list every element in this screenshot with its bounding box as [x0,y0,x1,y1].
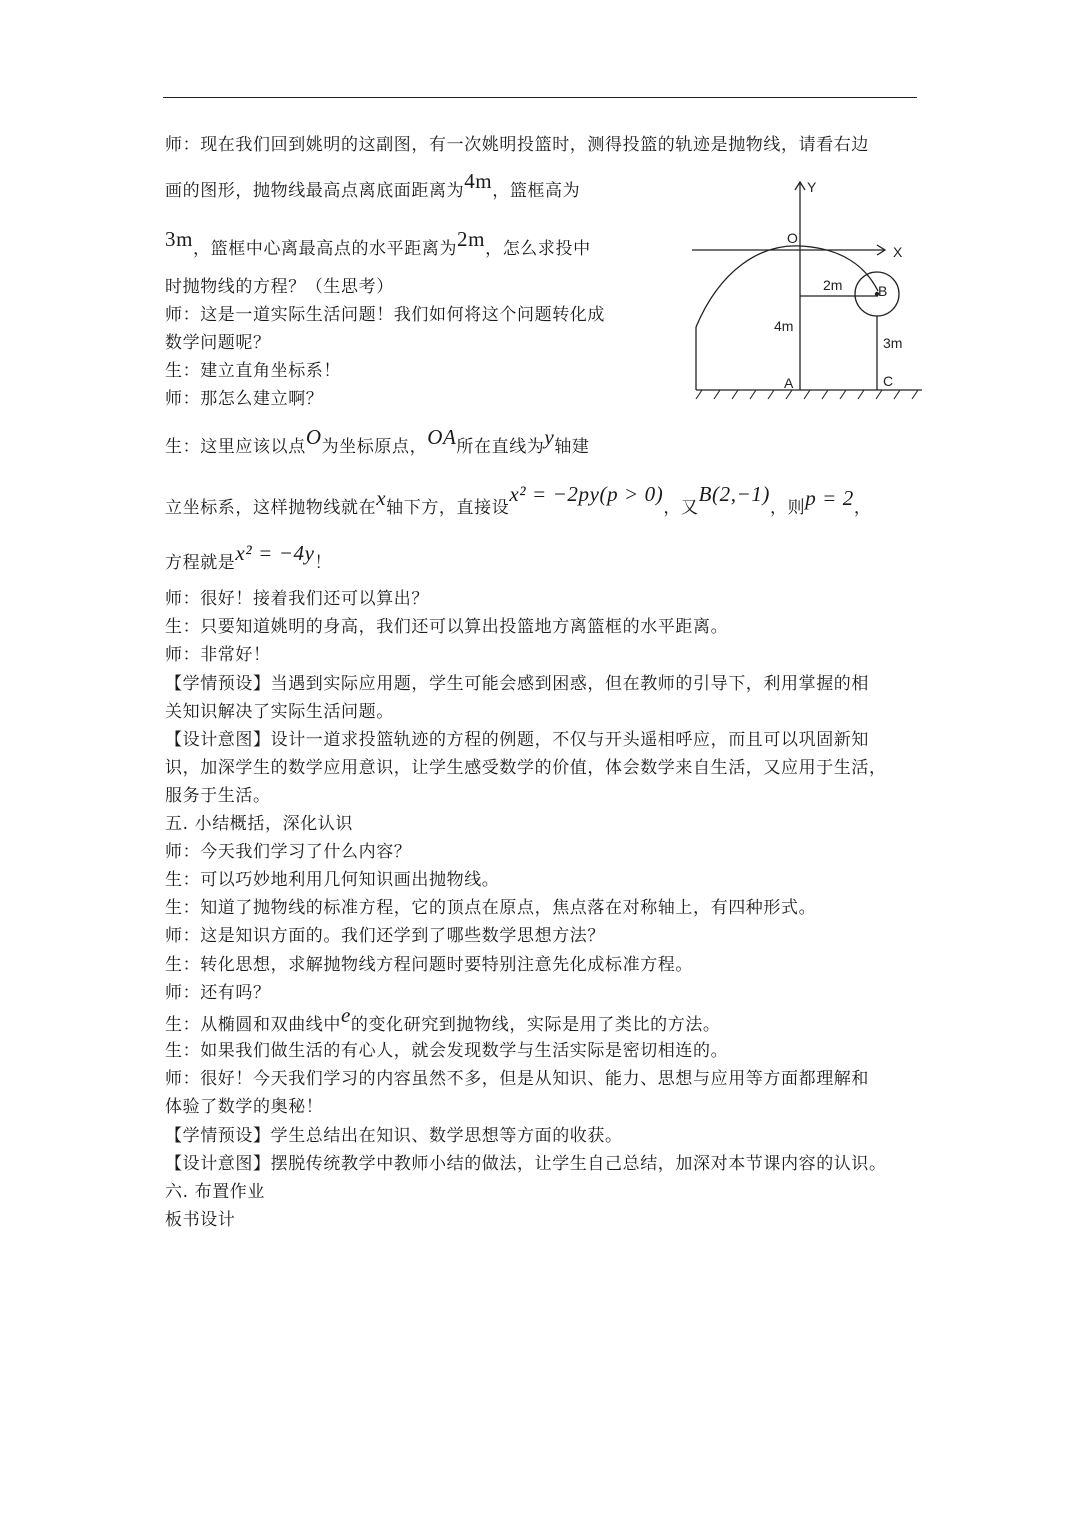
section-heading: 板书设计 [165,1210,236,1230]
paragraph-line: 生：只要知道姚明的身高，我们还可以算出投篮地方离篮框的水平距离。 [165,617,729,637]
paragraph-line: 师：很好！接着我们还可以算出？ [165,589,429,609]
paragraph-line: 师：还有吗？ [165,983,271,1003]
paragraph-line: 画的图形，抛物线最高点离底面距离为4m，篮框高为 [165,169,581,201]
paragraph-line: 师：那怎么建立啊？ [165,389,324,409]
paragraph-line: 师：现在我们回到姚明的这副图，有一次姚明投篮时，测得投篮的轨迹是抛物线，请看右边 [165,135,869,155]
label-2m: 2m [823,277,843,293]
math-e: e [341,1003,351,1027]
paragraph-line: 生：转化思想，求解抛物线方程问题时要特别注意先化成标准方程。 [165,955,693,975]
paragraph-line: 3m，篮框中心离最高点的水平距离为2m，怎么求投中 [165,227,591,259]
header-rule [163,97,917,98]
label-X: X [893,244,903,260]
paragraph-line: 师：非常好！ [165,645,271,665]
paragraph-line: 【设计意图】摆脱传统教学中教师小结的做法，让学生自己总结，加深对本节课内容的认识。 [165,1154,887,1174]
math-eq2: x² = −4y [235,541,315,565]
paragraph-line: 生：可以巧妙地利用几何知识画出抛物线。 [165,870,500,890]
paragraph-line: 关知识解决了实际生活问题。 [165,702,394,722]
label-A: A [784,375,794,391]
math-OA: OA [427,425,457,449]
parabola-curve [696,246,878,327]
label-B: B [878,283,888,299]
paragraph-line: 方程就是x² = −4y！ [165,541,333,573]
paragraph-line: 生：这里应该以点O为坐标原点，OA所在直线为y轴建 [165,425,590,457]
paragraph-line: 识，加深学生的数学应用意识，让学生感受数学的价值，体会数学来自生活，又应用于生活， [165,758,887,778]
math-O: O [305,425,322,449]
math-y: y [544,425,555,449]
math-3m: 3m [165,227,194,251]
paragraph-line: 师：这是知识方面的。我们还学到了哪些数学思想方法？ [165,926,605,946]
paragraph-line: 生：建立直角坐标系！ [165,361,341,381]
section-heading: 五. 小结概括，深化认识 [165,814,354,834]
ground-hatch [696,390,918,399]
label-O: O [787,230,798,246]
paragraph-line: 立坐标系，这样抛物线就在x轴下方，直接设x² = −2py(p > 0)，又B(2,−1)，则p = 2， [165,482,872,518]
paragraph-line: 服务于生活。 [165,786,271,806]
math-p2: p = 2 [805,486,854,510]
paragraph-line: 师：这是一道实际生活问题！我们如何将这个问题转化成 [165,305,605,325]
math-B: B(2,−1) [698,482,771,506]
section-heading: 六. 布置作业 [165,1182,266,1202]
label-C: C [883,373,894,389]
paragraph-line: 【设计意图】设计一道求投篮轨迹的方程的例题，不仅与开头遥相呼应，而且可以巩固新知 [165,730,869,750]
paragraph-line: 【学情预设】当遇到实际应用题，学生可能会感到困惑，但在教师的引导下，利用掌握的相 [165,674,869,694]
basketball-trajectory-figure [680,170,930,410]
label-4m: 4m [774,318,794,334]
math-eq1: x² = −2py(p > 0) [509,482,664,506]
paragraph-line: 生：从椭圆和双曲线中e的变化研究到抛物线，实际是用了类比的方法。 [165,1003,721,1035]
paragraph-line: 数学问题呢？ [165,333,271,353]
math-x: x [376,486,387,510]
paragraph-line: 时抛物线的方程？（生思考） [165,277,394,297]
paragraph-line: 师：很好！今天我们学习的内容虽然不多，但是从知识、能力、思想与应用等方面都理解和 [165,1069,869,1089]
paragraph-line: 【学情预设】学生总结出在知识、数学思想等方面的收获。 [165,1126,623,1146]
math-4m: 4m [464,169,493,193]
label-Y: Y [807,179,817,195]
paragraph-line: 体验了数学的奥秘！ [165,1097,324,1117]
math-2m: 2m [457,227,486,251]
paragraph-line: 师：今天我们学习了什么内容？ [165,842,412,862]
label-3m: 3m [883,335,903,351]
paragraph-line: 生：如果我们做生活的有心人，就会发现数学与生活实际是密切相连的。 [165,1041,729,1061]
paragraph-line: 生：知道了抛物线的标准方程，它的顶点在原点，焦点落在对称轴上，有四种形式。 [165,898,817,918]
